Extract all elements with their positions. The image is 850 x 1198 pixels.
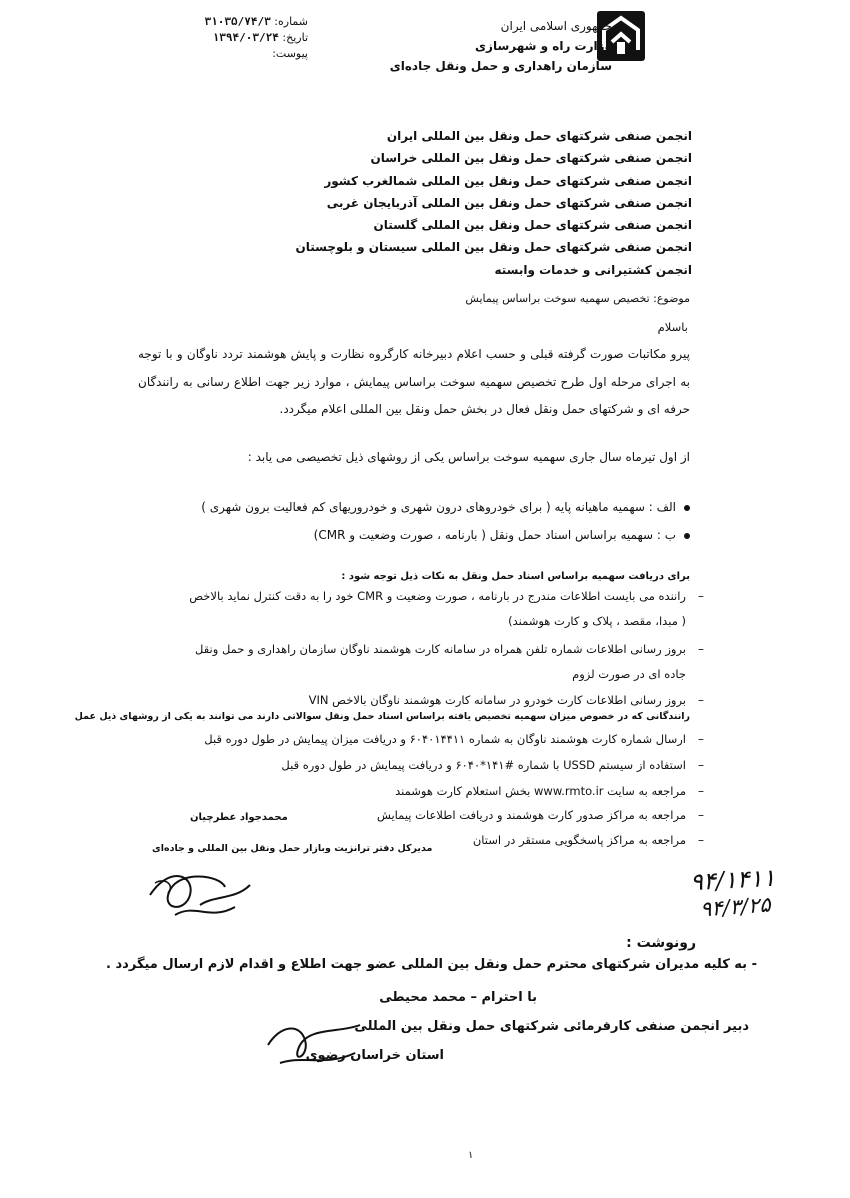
dash-icon: – xyxy=(698,784,704,798)
list-item xyxy=(314,528,690,542)
bullet-text: ب : سهمیه براساس اسناد حمل ونقل ( بارنامه ، صورت وضعیت و CMR) xyxy=(313,528,676,542)
number-label: شماره: xyxy=(274,15,308,28)
list-item xyxy=(186,584,704,634)
handwritten-date: ۹۴/۳/۲۵ xyxy=(699,892,772,922)
dash-icon: – xyxy=(698,808,704,822)
dash-icon: – xyxy=(698,589,704,603)
dash-icon: – xyxy=(698,833,704,847)
recipient: انجمن صنفی شرکتهای حمل ونقل بین المللی آذربایجان غربی xyxy=(326,195,692,210)
bullet-list xyxy=(130,500,690,550)
recipient: انجمن صنفی شرکتهای حمل ونقل بین المللی گلستان xyxy=(373,218,692,233)
body-paragraph: پیرو مکاتبات صورت گرفته قبلی و حسب اعلام دبیرخانه کارگروه نظارت و پایش هوشمند تردد ناوگان و با توجه به اجرای مرحله اول طرح تخصیص سهمیه سوخت براساس پیمایش ، موارد زیر جهت اطلاع رسانی به رانندگان حرفه ای و شرکتهای حمل ونقل فعال در بخش حمل ونقل بین المللی اعلام میگردد. xyxy=(138,347,690,416)
attachment-label: پیوست: xyxy=(272,47,308,60)
letterhead-country: جمهوری اسلامی ایران xyxy=(500,19,612,33)
second-signature xyxy=(260,1005,370,1075)
date-value: ۱۳۹۴/۰۳/۲۴ xyxy=(212,31,279,44)
list-item xyxy=(186,688,704,713)
date-label: تاریخ: xyxy=(282,31,308,44)
handwritten-number: ۹۴/۱۴۱۱ xyxy=(689,863,777,897)
subject-line: موضوع: تخصیص سهمیه سوخت براساس پیمایش xyxy=(465,292,690,305)
note-text: مراجعه به سایت www.rmto.ir بخش استعلام کارت هوشمند xyxy=(395,784,686,798)
intro-line: از اول تیرماه سال جاری سهمیه سوخت براساس یکی از روشهای ذیل تخصیصی می یابد : xyxy=(247,450,690,464)
dash-icon: – xyxy=(698,732,704,746)
greeting: باسلام xyxy=(657,320,688,334)
handwritten-signature xyxy=(140,855,260,925)
note-text: بروز رسانی اطلاعات کارت خودرو در سامانه کارت هوشمند ناوگان بالاخص VIN xyxy=(308,693,686,707)
list-item xyxy=(201,500,690,514)
secretary-title: دبیر انجمن صنفی کارفرمائی شرکتهای حمل ونقل بین المللی xyxy=(354,1019,749,1034)
regards-line: با احترام – محمد محیطی xyxy=(379,990,537,1005)
list-item xyxy=(186,753,704,778)
list-item xyxy=(186,779,704,804)
bullet-text: الف : سهمیه ماهیانه پایه ( برای خودروهای درون شهری و خودروریهای کم فعالیت برون شهری ) xyxy=(201,500,676,514)
notes2-heading: رانندگانی که در خصوص میزان سهمیه تخصیص یافته براساس اسناد حمل ونقل سوالاتی دارند می توانند به یکی از روشهای ذیل عمل xyxy=(74,711,690,722)
forward-text: - به کلیه مدیران شرکتهای محترم حمل ونقل بین المللی عضو جهت اطلاع و اقدام لازم ارسال میگردد . xyxy=(106,957,757,972)
notes-heading: برای دریافت سهمیه براساس اسناد حمل ونقل به نکات ذیل توجه شود : xyxy=(341,571,690,582)
note-text: راننده می بایست اطلاعات مندرج در بارنامه ، صورت وضعیت و CMR خود را به دقت کنترل نماید بالاخص ( مبدا، مقصد ، پلاک و کارت هوشمند) xyxy=(189,589,686,628)
dash-icon: – xyxy=(698,758,704,772)
letterhead-organization: سازمان راهداری و حمل ونقل جاده‌ای xyxy=(389,59,612,73)
letterhead-ministry: وزارت راه و شهرسازی xyxy=(475,39,612,53)
signatory-title: مدیرکل دفتر ترانزیت وبازار حمل ونقل بین المللی و جاده‌ای xyxy=(152,843,433,854)
recipient: انجمن صنفی شرکتهای حمل ونقل بین المللی ایران xyxy=(386,129,692,143)
list-item xyxy=(186,727,704,752)
note-text: ارسال شماره کارت هوشمند ناوگان به شماره ۶۰۴۰۱۴۴۱۱ و دریافت میزان پیمایش در طول دوره قبل xyxy=(204,732,686,746)
forward-heading: رونوشت : xyxy=(626,935,696,951)
note-text: بروز رسانی اطلاعات شماره تلفن همراه در سامانه کارت هوشمند ناوگان سازمان راهداری و حمل ونقل جاده ای در صورت لزوم xyxy=(195,642,686,681)
bullet-icon xyxy=(684,505,690,511)
recipient: انجمن صنفی شرکتهای حمل ونقل بین المللی خراسان xyxy=(370,151,692,166)
province-line: استان خراسان رضوی xyxy=(305,1048,444,1063)
signatory-name: محمدجواد عطرچیان xyxy=(190,812,288,823)
note-text: استفاده از سیستم USSD با شماره #۱۴۱*۶۰۴۰ و دریافت پیمایش در طول دوره قبل xyxy=(281,758,686,772)
recipients-list xyxy=(295,125,692,281)
recipient: انجمن صنفی شرکتهای حمل ونقل بین المللی سیستان و بلوچستان xyxy=(295,240,692,255)
number-value: ۳۱۰۳۵/۷۴/۳ xyxy=(204,15,271,28)
note-text: مراجعه به مراکز صدور کارت هوشمند و دریافت اطلاعات پیمایش xyxy=(376,808,686,822)
page-number: ۱ xyxy=(468,1150,474,1161)
recipient: انجمن کشتیرانی و خدمات وابسته xyxy=(494,262,692,277)
letter-meta xyxy=(188,14,308,62)
letterhead xyxy=(390,16,612,76)
dash-icon: – xyxy=(698,693,704,707)
recipient: انجمن صنفی شرکتهای حمل ونقل بین المللی شمالغرب کشور xyxy=(324,173,692,188)
note-text: مراجعه به مراکز پاسخگویی مستقر در استان xyxy=(472,833,686,847)
dash-icon: – xyxy=(698,642,704,656)
list-item xyxy=(186,637,704,687)
bullet-icon xyxy=(684,533,690,539)
